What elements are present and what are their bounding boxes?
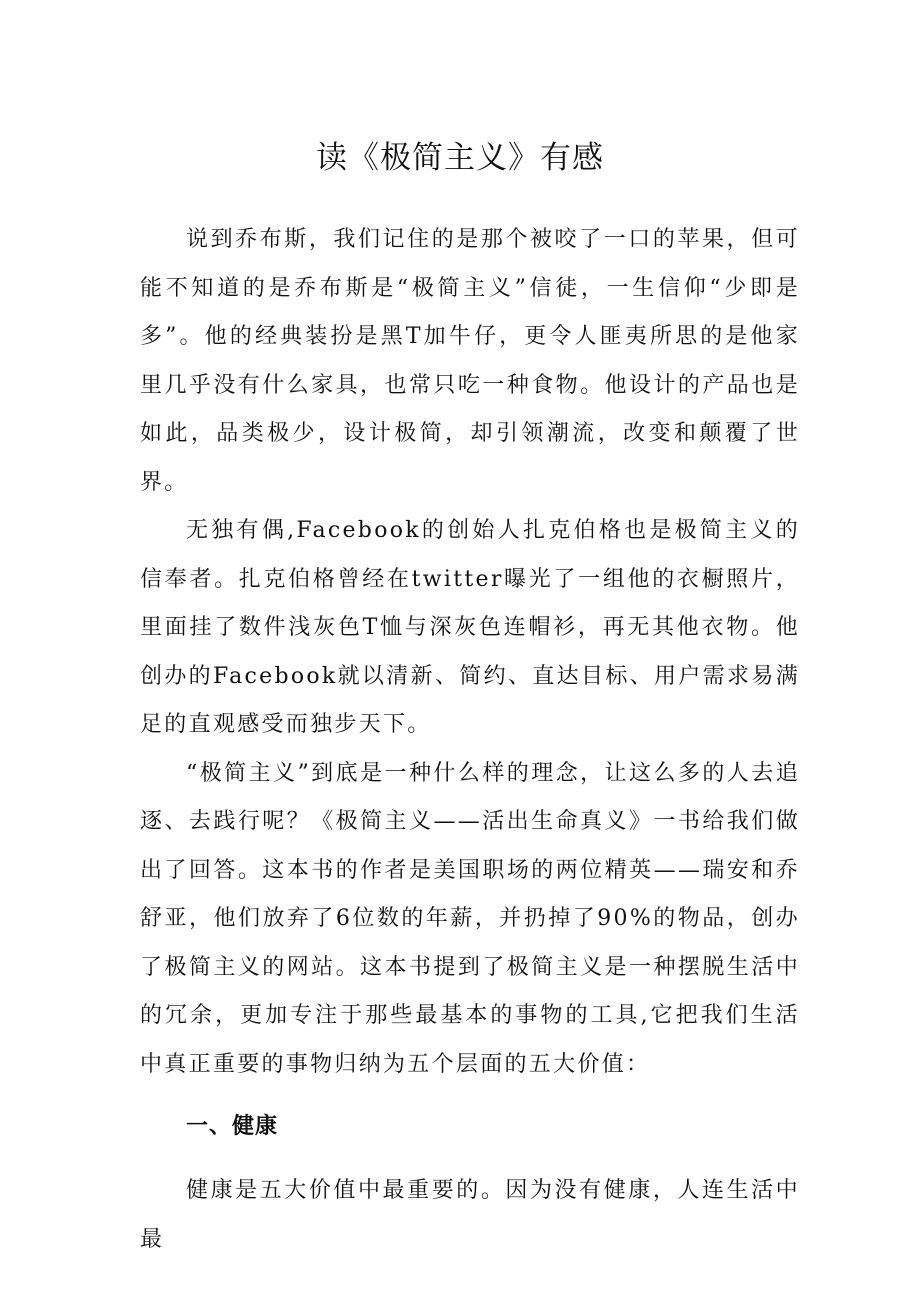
paragraph-jobs: 说到乔布斯，我们记住的是那个被咬了一口的苹果，但可能不知道的是乔布斯是“极简主义”信徒，一生信仰“少即是多”。他的经典装扮是黑T加牛仔，更令人匪夷所思的是他家里几乎没有什么家具，也常只吃一种食物。他设计的产品也是如此，品类极少，设计极简，却引领潮流，改变和颠覆了世界。 [140, 227, 800, 495]
document-body [140, 216, 800, 1264]
paragraph-health: 健康是五大价值中最重要的。因为没有健康，人连生活中最 [140, 1178, 800, 1252]
section-heading-health: 一、健康 [186, 1114, 279, 1139]
document-title: 读《极简主义》有感 [316, 140, 604, 176]
paragraph-minimalism-book: “极简主义”到底是一种什么样的理念，让这么多的人去追逐、去践行呢？《极简主义——活出生命真义》一书给我们做出了回答。这本书的作者是美国职场的两位精英——瑞安和乔舒亚，他们放弃了6位数的年薪，并扔掉了90%的物品，创办了极简主义的网站。这本书提到了极简主义是一种摆脱生活中的冗余，更加专注于那些最基本的事物的工具,它把我们生活中真正重要的事物归纳为五个层面的五大价值： [140, 760, 800, 1077]
paragraph-zuckerberg: 无独有偶,Facebook的创始人扎克伯格也是极简主义的信奉者。扎克伯格曾经在twitter曝光了一组他的衣橱照片，里面挂了数件浅灰色T恤与深灰色连帽衫，再无其他衣物。他创办的Facebook就以清新、简约、直达目标、用户需求易满足的直观感受而独步天下。 [140, 518, 800, 737]
